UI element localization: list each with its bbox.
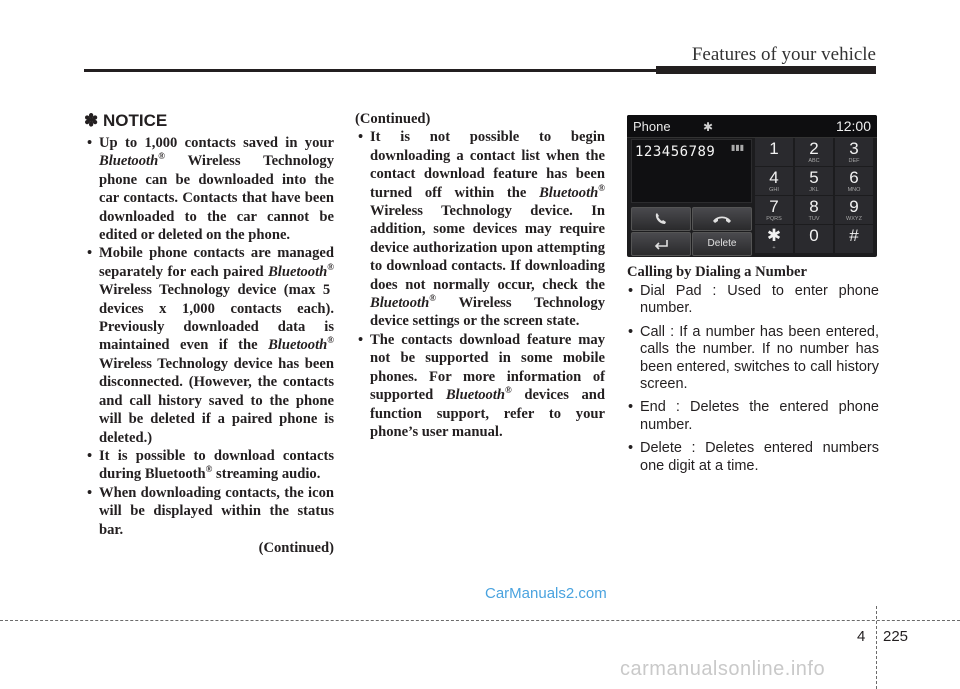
header-rule-accent	[656, 66, 876, 74]
list-item: • End : Deletes the entered phone number.	[627, 399, 879, 434]
list-item: • Call : If a number has been entered, calls the number. If no number has been entered, switches to call history screen.	[627, 324, 879, 394]
list-item: • The contacts download feature may not be supported in some mobile phones. For more information of supported Bluetooth® devices and function support, refer to your phone’s user manual.	[355, 331, 605, 441]
page-number: 225	[883, 628, 909, 645]
continued-column	[355, 110, 605, 441]
continued-label: (Continued)	[355, 111, 431, 127]
key-hash[interactable]: #	[835, 225, 873, 253]
notice-column	[84, 110, 334, 557]
continued-list	[355, 128, 605, 441]
watermark: CarManuals2.com	[485, 585, 607, 602]
key-star[interactable]: ✱ +	[755, 225, 793, 253]
notice-asterisk-icon: ✽	[84, 111, 99, 130]
key-9[interactable]: 9 WXYZ	[835, 196, 873, 224]
call-row	[631, 207, 750, 229]
call-icon	[653, 212, 669, 226]
footer-divider	[876, 606, 877, 689]
dialed-number: 123456789	[635, 144, 716, 160]
key-7[interactable]: 7 PQRS	[755, 196, 793, 224]
list-item: • Up to 1,000 contacts saved in your Bluetooth® Wireless Technology phone can be downloaded into the car contacts. Contacts that have been downloaded to the car cannot be edited or deleted on the phone.	[84, 134, 334, 244]
screen-clock: 12:00	[835, 118, 871, 134]
call-button[interactable]	[631, 207, 691, 231]
signal-icon: ▮▮▮	[731, 143, 745, 152]
delete-button[interactable]: Delete	[692, 232, 752, 256]
list-item: • When downloading contacts, the icon will be displayed within the status bar.	[84, 484, 334, 539]
key-3[interactable]: 3 DEF	[835, 138, 873, 166]
bluetooth-icon: ✱	[703, 120, 714, 134]
screen-status-bar	[627, 115, 877, 138]
header-rule	[84, 69, 656, 72]
back-icon	[653, 238, 669, 250]
key-2[interactable]: 2 ABC	[795, 138, 833, 166]
screen-title: Phone	[633, 119, 671, 134]
dial-list	[627, 283, 879, 475]
list-item: • Mobile phone contacts are managed separately for each paired Bluetooth® Wireless Technology device (max 5 devices x 1,000 contacts each). Previously downloaded data is maintained even if the Bluetooth® Wireless Technology device has been disconnected. (However, the contacts and call history saved to the phone will be deleted if a paired phone is deleted.)	[84, 244, 334, 446]
section-title: Features of your vehicle	[691, 44, 876, 65]
key-4[interactable]: 4 GHI	[755, 167, 793, 195]
dial-pad	[755, 138, 874, 254]
end-button[interactable]	[692, 207, 752, 231]
list-item: • Dial Pad : Used to enter phone number.	[627, 283, 879, 318]
continued-label: (Continued)	[258, 539, 334, 556]
footer-rule	[0, 620, 960, 621]
key-5[interactable]: 5 JKL	[795, 167, 833, 195]
notice-list	[84, 134, 334, 539]
notice-heading-text: NOTICE	[102, 111, 168, 130]
chapter-number: 4	[857, 628, 866, 645]
delete-row	[631, 232, 750, 254]
key-8[interactable]: 8 TUV	[795, 196, 833, 224]
list-item: • It is not possible to begin downloading a contact list when the contact download feature has been turned off within the Bluetooth® Wireless Technology device. In addition, some devices may require device authorization upon attempting to download contacts. If downloading does not normally occur, check the Bluetooth® Wireless Technology device settings or the screen state.	[355, 128, 605, 330]
key-1[interactable]: 1	[755, 138, 793, 166]
back-button[interactable]	[631, 232, 691, 256]
phone-screen-illustration	[627, 115, 877, 257]
key-0[interactable]: 0	[795, 225, 833, 253]
list-item: • It is possible to download contacts during Bluetooth® streaming audio.	[84, 447, 334, 484]
site-watermark: carmanualsonline.info	[620, 658, 826, 680]
notice-heading	[84, 110, 334, 132]
dial-column	[627, 115, 879, 481]
key-6[interactable]: 6 MNO	[835, 167, 873, 195]
end-call-icon	[711, 213, 733, 225]
list-item: • Delete : Deletes entered numbers one digit at a time.	[627, 440, 879, 475]
dial-heading: Calling by Dialing a Number	[627, 264, 808, 280]
